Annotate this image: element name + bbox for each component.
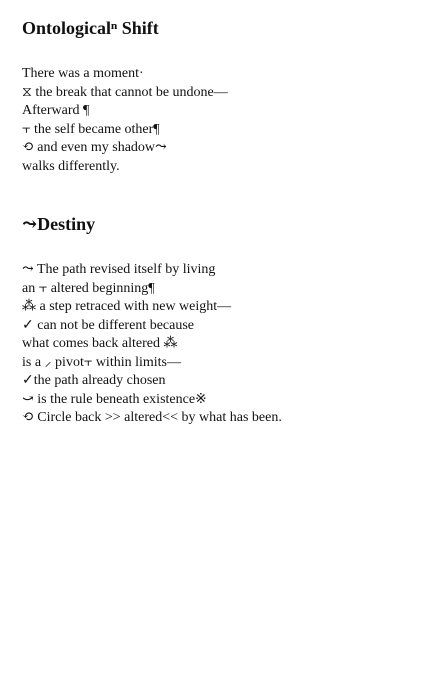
poem-line: is a ⸝ pivot⫟ within limits— — [22, 354, 181, 370]
poem-line: There was a moment· — [22, 66, 144, 81]
poem-line: Afterward ¶ — [22, 103, 90, 118]
poem-destiny — [22, 213, 432, 428]
poem-line: an ⫟ altered beginning¶ — [22, 280, 155, 296]
poem-body — [22, 65, 432, 176]
poem-ontological-shift — [22, 17, 432, 176]
poem-title: Ontologicalⁿ Shift — [22, 18, 159, 38]
poem-line: ⤳ The path revised itself by living — [22, 262, 216, 277]
poem-line: ⁂ a step retraced with new weight— — [22, 299, 232, 314]
poem-line: ⤻ is the rule beneath existence※ — [22, 391, 207, 407]
poem-line: ⟲ Circle back >> altered<< by what has been. — [22, 410, 282, 425]
poem-line: ⧖ the break that cannot be undone— — [22, 84, 228, 100]
poem-line: walks differently. — [22, 158, 120, 174]
poem-body — [22, 261, 432, 428]
poem-line: ✓the path already chosen — [22, 373, 166, 388]
poem-title: ⤳Destiny — [22, 214, 96, 234]
poem-line: ⫟ the self became other¶ — [22, 121, 160, 137]
poem-line: ⟲ and even my shadow⤳ — [22, 140, 167, 155]
poem-line: what comes back altered ⁂ — [22, 336, 178, 351]
poem-line: ✓ can not be different because — [22, 317, 195, 333]
